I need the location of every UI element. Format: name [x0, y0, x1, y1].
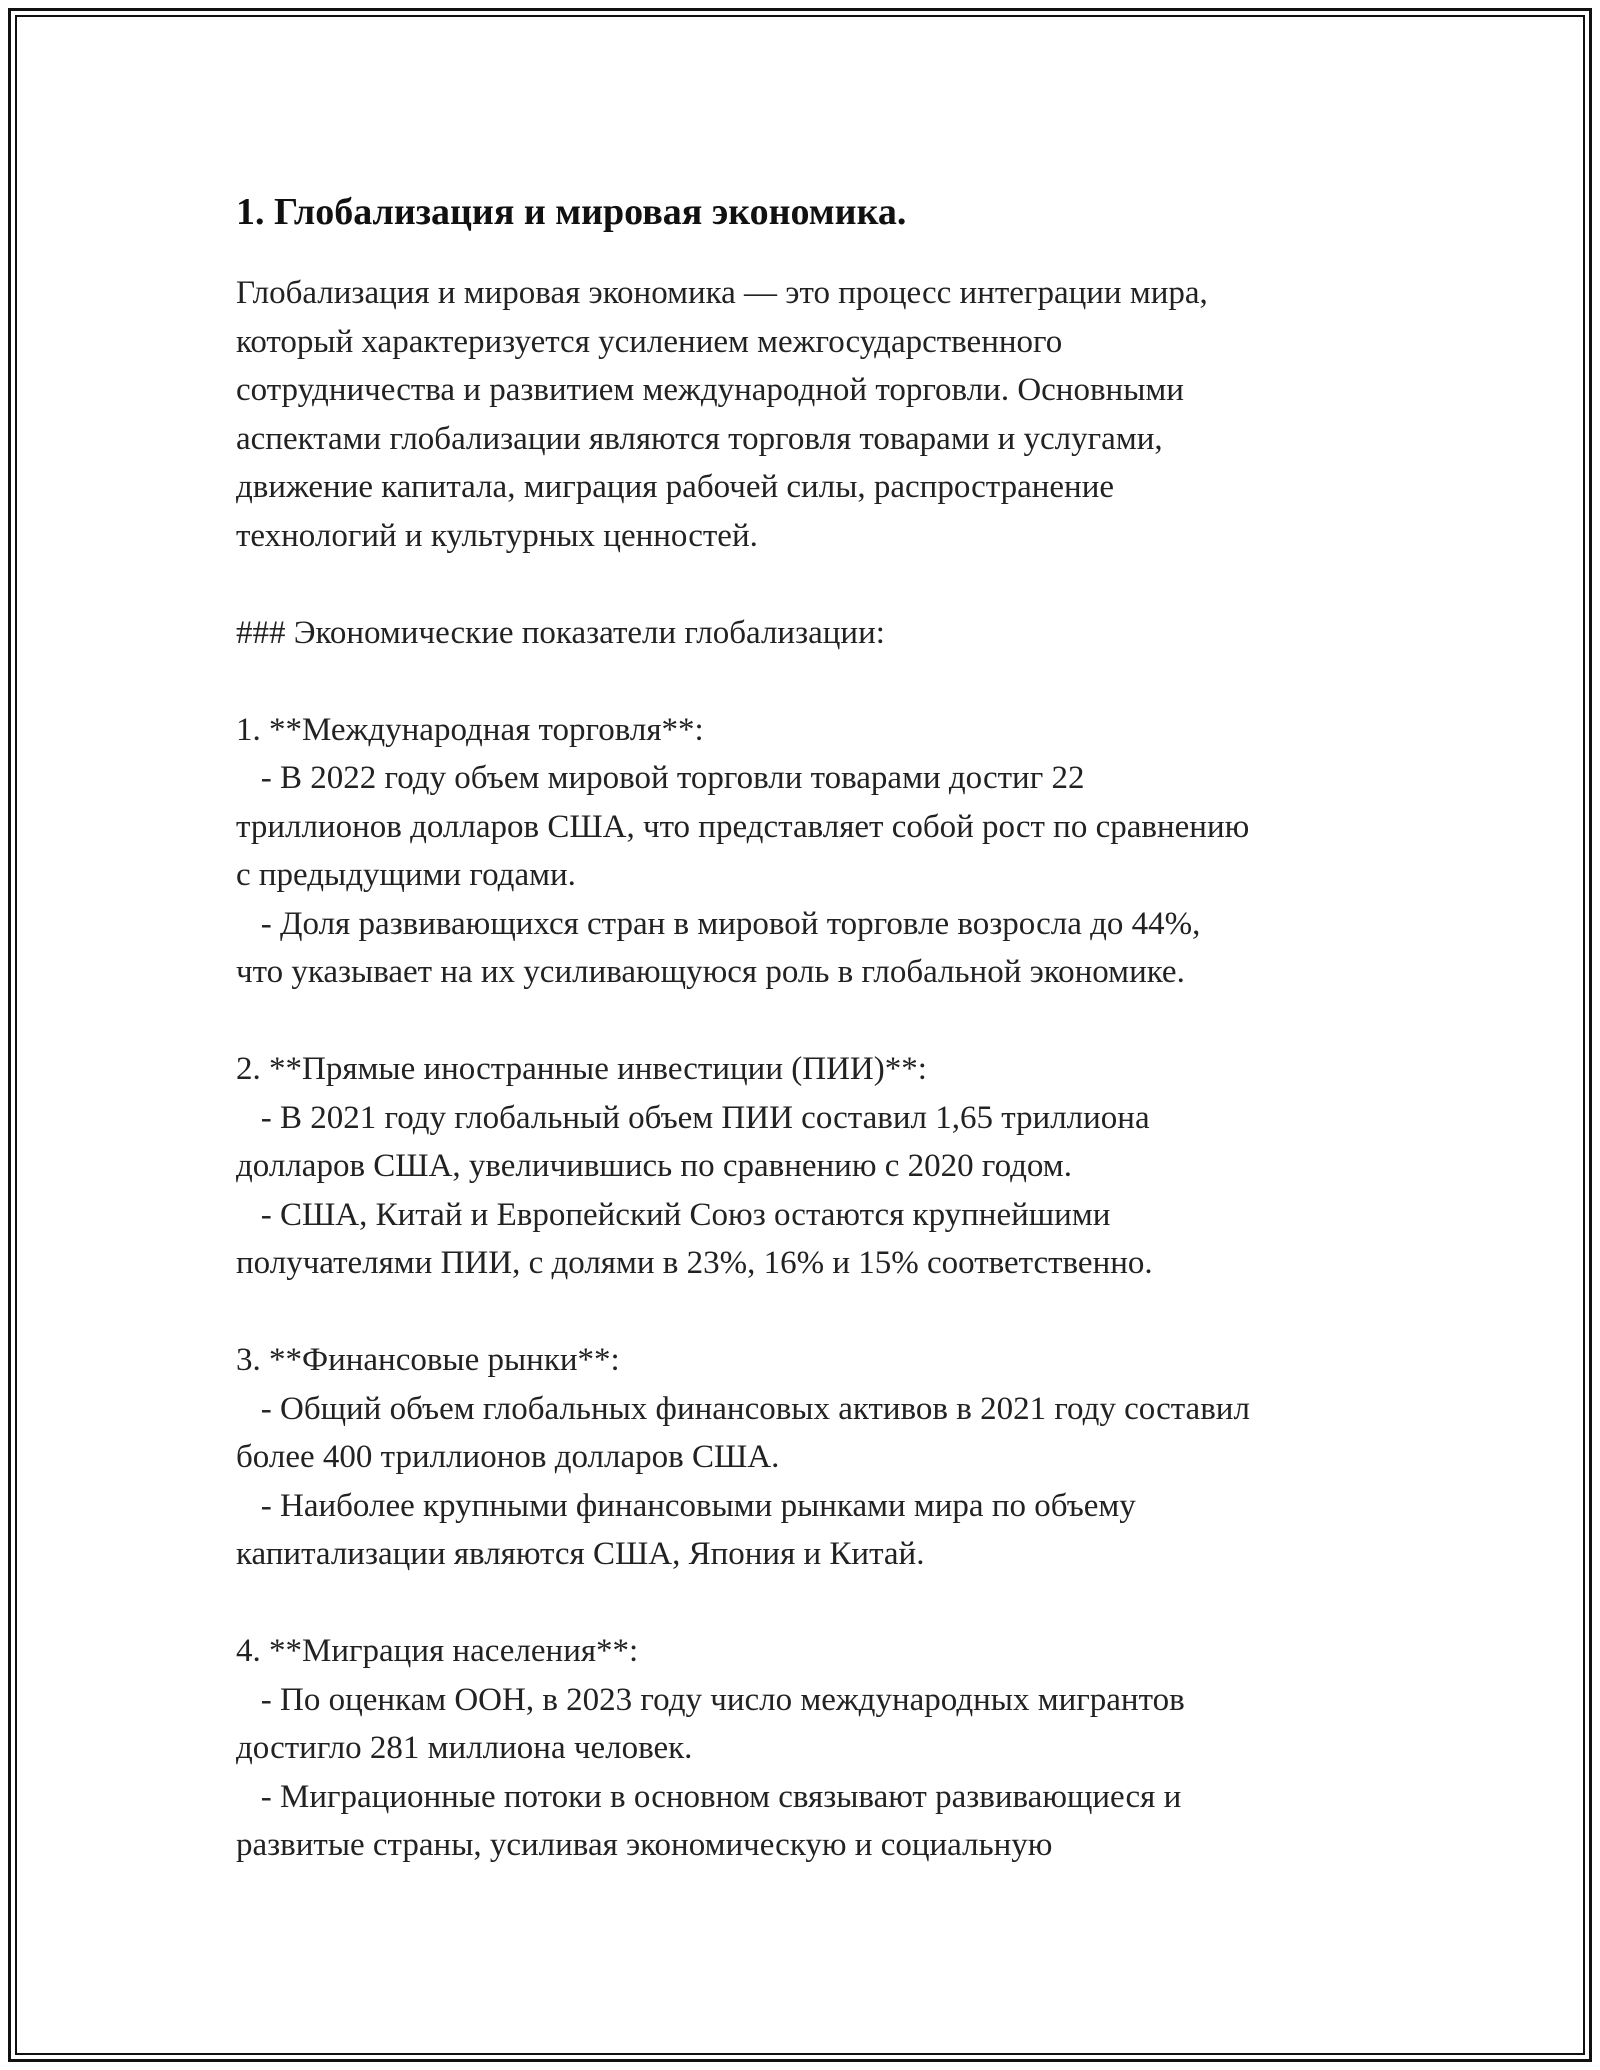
bullet-item: - В 2022 году объем мировой торговли товарами достиг 22 триллионов долларов США, что представляет собой рост по сравнению с предыдущими годами.	[236, 760, 1250, 893]
section-fdi	[236, 1045, 1396, 1288]
document-title: 1. Глобализация и мировая экономика.	[236, 191, 907, 233]
section-trade	[236, 706, 1396, 997]
spacer	[236, 1579, 1396, 1628]
bullet-item: - США, Китай и Европейский Союз остаются крупнейшими получателями ПИИ, с долями в 23%, 16% и 15% соответственно.	[236, 1196, 1153, 1281]
bullet-item: - В 2021 году глобальный объем ПИИ составил 1,65 триллиона долларов США, увеличившись по сравнению с 2020 годом.	[236, 1099, 1150, 1184]
indicators-subheading: ### Экономические показатели глобализации:	[236, 614, 885, 651]
spacer	[236, 657, 1396, 706]
spacer	[236, 997, 1396, 1046]
bullet-item: - Наиболее крупными финансовыми рынками мира по объему капитализации являются США, Япония и Китай.	[236, 1487, 1136, 1572]
document-body	[236, 188, 1396, 1870]
bullet-item: - Общий объем глобальных финансовых активов в 2021 году составил более 400 триллионов долларов США.	[236, 1390, 1250, 1475]
section-heading: 1. **Международная торговля**:	[236, 711, 704, 748]
section-heading: 2. **Прямые иностранные инвестиции (ПИИ)**:	[236, 1051, 927, 1087]
spacer	[236, 560, 1396, 609]
section-heading: 3. **Финансовые рынки**:	[236, 1342, 620, 1378]
section-heading: 4. **Миграция населения**:	[236, 1633, 639, 1669]
bullet-item: - Миграционные потоки в основном связывают развивающиеся и развитые страны, усиливая экономическую и социальную	[236, 1778, 1182, 1863]
section-migration	[236, 1627, 1396, 1870]
spacer	[236, 1288, 1396, 1337]
bullet-item: - По оценкам ООН, в 2023 году число международных мигрантов достигло 281 миллиона человек.	[236, 1681, 1185, 1766]
bullet-item: - Доля развивающихся стран в мировой торговле возросла до 44%, что указывает на их усиливающуюся роль в глобальной экономике.	[236, 905, 1201, 990]
section-financial-markets	[236, 1336, 1396, 1579]
intro-paragraph: Глобализация и мировая экономика — это процесс интеграции мира, который характеризуется усилением межгосударственного сотрудничества и развитием международной торговли. Основными аспектами глобализации являются торговля товарами и услугами, движение капитала, миграция рабочей силы, распространение технологий и культурных ценностей.	[236, 275, 1208, 554]
